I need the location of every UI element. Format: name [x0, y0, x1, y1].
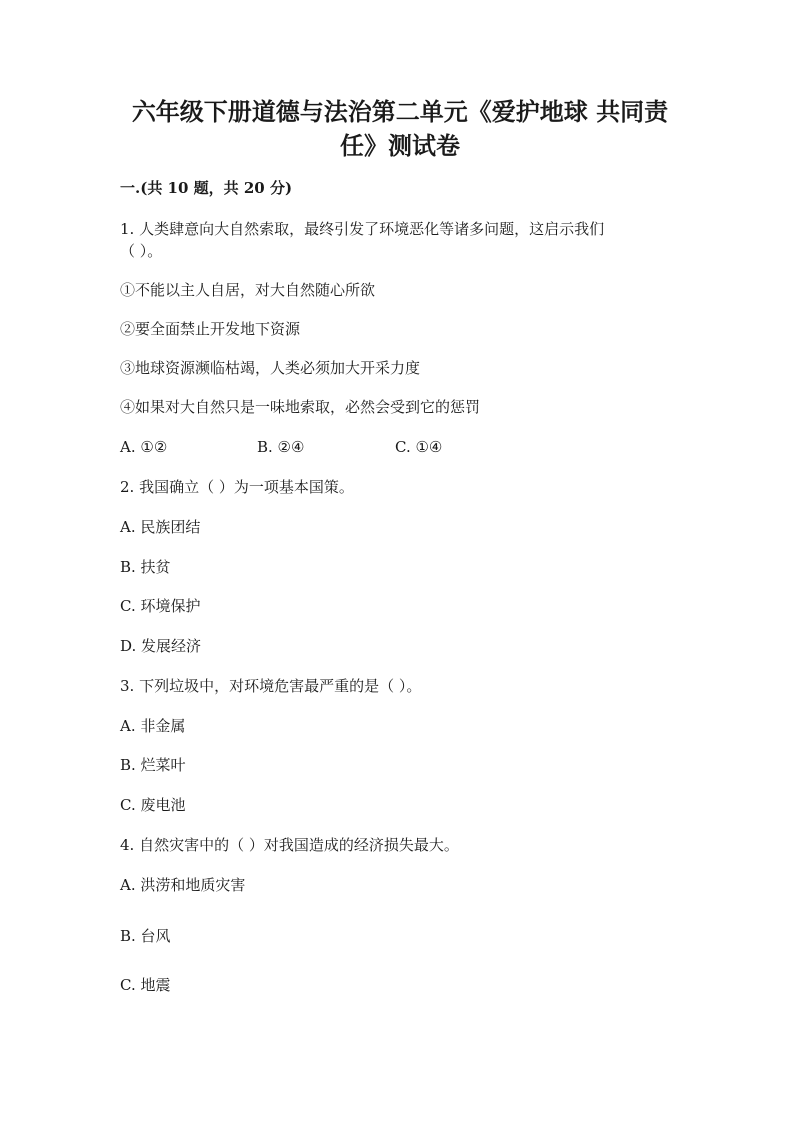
- question-1-stem-line-2: （ ）。: [120, 242, 163, 260]
- question-4-option-c: C. 地震: [120, 976, 171, 994]
- question-3-option-b: B. 烂菜叶: [120, 756, 186, 774]
- question-4-option-a: A. 洪涝和地质灾害: [120, 876, 246, 894]
- question-1-statement-1: ①不能以主人自居，对大自然随心所欲: [120, 281, 376, 299]
- question-1-option-c: C. ①④: [395, 438, 443, 456]
- question-3-option-a: A. 非金属: [120, 717, 186, 735]
- question-1-option-a: A. ①②: [120, 438, 168, 456]
- question-2-option-d: D. 发展经济: [120, 637, 202, 655]
- question-1-statement-4: ④如果对大自然只是一味地索取，必然会受到它的惩罚: [120, 398, 481, 416]
- page-title-line-1: 六年级下册道德与法治第二单元《爱护地球 共同责: [131, 97, 669, 126]
- question-4-stem: 4. 自然灾害中的（ ）对我国造成的经济损失最大。: [120, 836, 459, 854]
- question-4-option-b: B. 台风: [120, 927, 171, 945]
- question-1-stem-line-1: 1. 人类肆意向大自然索取，最终引发了环境恶化等诸多问题，这启示我们: [120, 220, 605, 238]
- question-2-option-b: B. 扶贫: [120, 558, 171, 576]
- question-1-option-b: B. ②④: [257, 438, 305, 456]
- question-2-option-a: A. 民族团结: [120, 518, 201, 536]
- question-3-stem: 3. 下列垃圾中，对环境危害最严重的是（ ）。: [120, 677, 422, 695]
- section-header: 一.(共 10 题，共 20 分): [120, 179, 293, 197]
- question-1-statement-3: ③地球资源濒临枯竭，人类必须加大开采力度: [120, 359, 421, 377]
- question-2-stem: 2. 我国确立（ ）为一项基本国策。: [120, 478, 354, 496]
- question-1-statement-2: ②要全面禁止开发地下资源: [120, 320, 301, 338]
- page-title-line-2: 任》测试卷: [340, 131, 460, 160]
- question-3-option-c: C. 废电池: [120, 796, 186, 814]
- question-1-options: [120, 437, 520, 457]
- question-2-option-c: C. 环境保护: [120, 597, 201, 615]
